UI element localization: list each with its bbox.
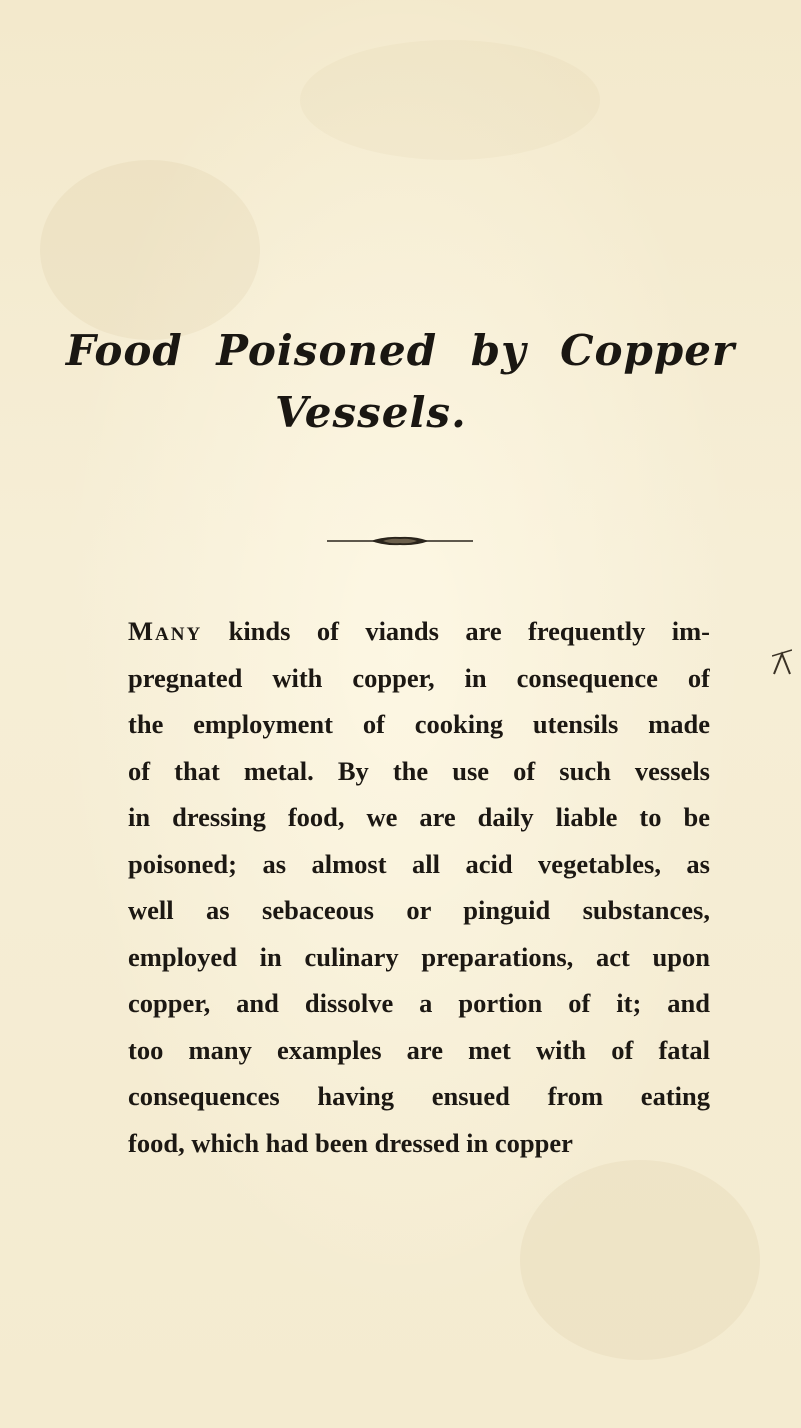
paper-stain [300, 40, 600, 160]
chapter-title-continued: Vessels. [275, 388, 467, 437]
text-line: copper, and dissolve a portion of it; and [128, 988, 710, 1018]
ornament-divider [327, 534, 473, 548]
text-line: of that metal. By the use of such vessels [128, 755, 710, 786]
text-line: poisoned; as almost all acid vegetables, as [128, 848, 710, 879]
paper-stain [520, 1160, 760, 1360]
text-line: in dressing food, we are daily liable to be [128, 802, 710, 832]
text-line: well as sebaceous or pinguid substances, [128, 895, 710, 925]
drop-word: Many [128, 616, 203, 646]
text-line: pregnated with copper, in consequence of [128, 662, 710, 693]
text-line: food, which had been dressed in copper [128, 1127, 573, 1158]
text-line: Many kinds of viands are frequently im- [128, 616, 710, 646]
text-line: too many examples are met with of fatal [128, 1034, 710, 1065]
text-line: employed in culinary preparations, act upon [128, 941, 710, 972]
text-line: consequences having ensued from eating [128, 1081, 710, 1111]
text-line: the employment of cooking utensils made [128, 709, 710, 739]
body-paragraph [128, 608, 710, 1166]
marginal-mark [772, 648, 792, 678]
paper-stain [40, 160, 260, 340]
chapter-title: Food Poisoned by Copper [65, 326, 736, 375]
